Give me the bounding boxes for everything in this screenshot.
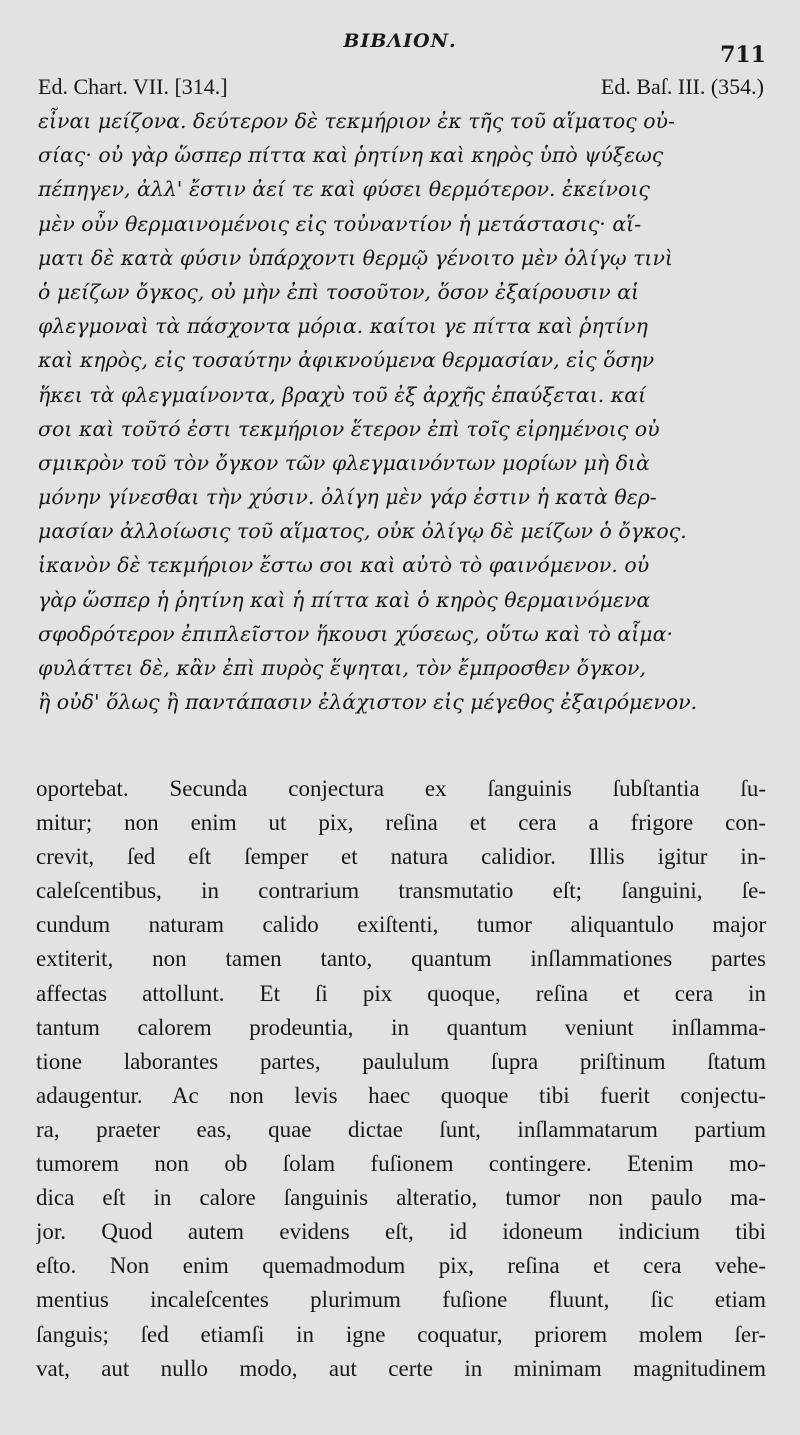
latin-line: eſto. Non enim quemadmodum pix, reſina et cera vehe-	[36, 1253, 766, 1279]
latin-line: cundum naturam calido exiſtenti, tumor aliquantulo major	[36, 912, 766, 938]
greek-line: φυλάττει δὲ, κἂν ἐπὶ πυρὸς ἕψηται, τὸν ἔμπροσθεν ὄγκον,	[38, 656, 647, 680]
greek-line: σοι καὶ τοῦτό ἐστι τεκμήριον ἕτερον ἐπὶ τοῖς εἰρημένοις οὐ	[38, 416, 660, 441]
latin-line: ſanguis; ſed etiamſi in igne coquatur, priorem molem ſer-	[36, 1321, 766, 1347]
running-title: BIBΛΙΟΝ.	[343, 30, 457, 52]
latin-line: extiterit, non tamen tanto, quantum inſlammationes partes	[36, 946, 766, 972]
latin-line: tantum calorem prodeuntia, in quantum veniunt inſlamma-	[36, 1014, 766, 1040]
greek-text-block	[38, 104, 768, 719]
greek-line: ἥκει τὰ φλεγμαίνοντα, βραχὺ τοῦ ἐξ ἀρχῆς ἐπαύξεται. καί	[38, 382, 647, 407]
greek-line: μόνην γίνεσθαι τὴν χύσιν. ὀλίγη μὲν γάρ ἐστιν ἡ κατὰ θερ-	[38, 485, 657, 510]
latin-line: mitur; non enim ut pix, reſina et cera a frigore con-	[36, 810, 766, 836]
greek-line: καὶ κηρὸς, εἰς τοσαύτην ἀφικνούμενα θερμασίαν, εἰς ὅσην	[38, 348, 655, 373]
greek-line: μὲν οὖν θερμαινομένοις εἰς τοὐναντίον ἡ μετάστασις· αἵ-	[38, 211, 642, 236]
latin-line: tumorem non ob ſolam fuſionem contingere. Etenim mo-	[36, 1151, 766, 1177]
greek-line: σφοδρότερον ἐπιπλεῖστον ἥκουσι χύσεως, οὕτω καὶ τὸ αἷμα·	[38, 621, 673, 646]
greek-line: ματι δὲ κατὰ φύσιν ὑπάρχοντι θερμῷ γένοιτο μὲν ὀλίγῳ τινὶ	[38, 245, 673, 270]
edition-reference-left: Ed. Chart. VII. [314.]	[38, 74, 228, 99]
latin-line: caleſcentibus, in contrarium transmutatio eſt; ſanguini, ſe-	[36, 878, 766, 904]
greek-line: φλεγμοναὶ τὰ πάσχοντα μόρια. καίτοι γε πίττα καὶ ῥητίνη	[38, 314, 648, 339]
greek-line: εἶναι μείζονα. δεύτερον δὲ τεκμήριον ἐκ τῆς τοῦ αἵματος οὐ-	[38, 109, 675, 133]
greek-line: σίας· οὐ γὰρ ὥσπερ πίττα καὶ ῥητίνη καὶ κηρὸς ὑπὸ ψύξεως	[38, 143, 664, 168]
latin-line: crevit, ſed eſt ſemper et natura calidior. Illis igitur in-	[36, 844, 766, 870]
greek-line: πέπηγεν, ἀλλ' ἔστιν ἀεί τε καὶ φύσει θερμότερον. ἐκείνοις	[38, 177, 650, 202]
latin-line: mentius incaleſcentes plurimum fuſione fluunt, ſic etiam	[36, 1287, 766, 1313]
greek-line: ὁ μείζων ὄγκος, οὐ μὴν ἐπὶ τοσοῦτον, ὅσον ἐξαίρουσιν αἱ	[38, 279, 640, 304]
greek-line: ἱκανὸν δὲ τεκμήριον ἔστω σοι καὶ αὐτὸ τὸ φαινόμενον. οὐ	[38, 553, 650, 578]
greek-line: σμικρὸν τοῦ τὸν ὄγκον τῶν φλεγμαινόντων μορίων μὴ διὰ	[38, 450, 650, 475]
latin-line: ra, praeter eas, quae dictae ſunt, inſlammatarum partium	[36, 1116, 766, 1142]
latin-line: oportebat. Secunda conjectura ex ſanguinis ſubſtantia ſu-	[36, 776, 766, 801]
greek-line: μασίαν ἀλλοίωσις τοῦ αἵματος, οὐκ ὀλίγῳ δὲ μείζων ὁ ὄγκος.	[38, 519, 687, 544]
latin-line: vat, aut nullo modo, aut certe in minimam magnitudinem	[36, 1355, 766, 1381]
latin-line: jor. Quod autem evidens eſt, id idoneum indicium tibi	[36, 1219, 766, 1245]
latin-line: adaugentur. Ac non levis haec quoque tibi fuerit conjectu-	[36, 1082, 766, 1108]
greek-line: γὰρ ὥσπερ ἡ ῥητίνη καὶ ἡ πίττα καὶ ὁ κηρὸς θερμαινόμενα	[38, 587, 651, 612]
greek-line: ἢ οὐδ' ὅλως ἢ παντάπασιν ἐλάχιστον εἰς μέγεθος ἐξαιρόμενον.	[38, 690, 698, 715]
page-number: 711	[720, 42, 766, 68]
edition-reference-right: Ed. Baſ. III. (354.)	[600, 74, 764, 99]
latin-line: tione laborantes partes, paululum ſupra priſtinum ſtatum	[36, 1048, 766, 1074]
latin-line: dica eſt in calore ſanguinis alteratio, tumor non paulo ma-	[36, 1185, 766, 1211]
latin-line: affectas attollunt. Et ſi pix quoque, reſina et cera in	[36, 980, 766, 1006]
latin-text-block	[36, 772, 766, 1386]
